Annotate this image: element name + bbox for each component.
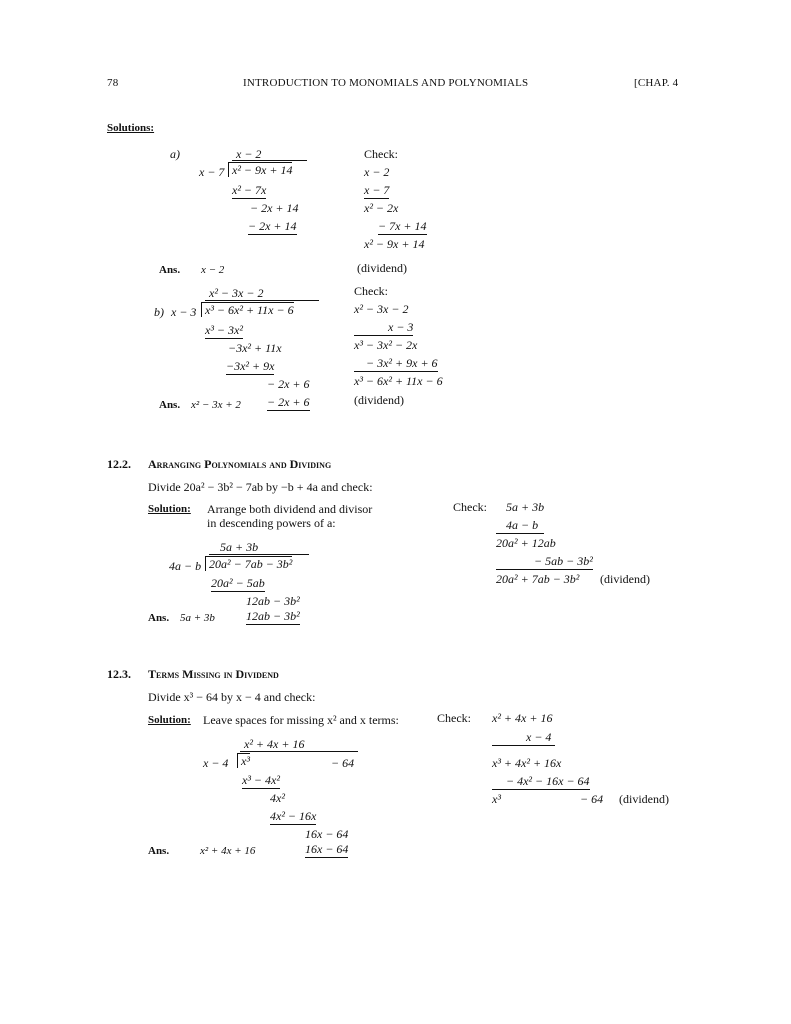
- part-b-check-label: Check:: [354, 284, 388, 298]
- part-a-check-line: x − 7: [364, 183, 390, 197]
- solutions-heading: Solutions:: [107, 122, 155, 134]
- part-a-quotient: x − 2: [236, 147, 262, 161]
- solution-text: Leave spaces for missing x² and x terms:: [203, 713, 399, 727]
- part-a-check-line: − 7x + 14: [378, 219, 427, 233]
- part-b-check-line: − 3x² + 9x + 6: [354, 356, 438, 372]
- step1: 20a² − 5ab: [211, 576, 265, 590]
- part-a-step1: x² − 7x: [232, 183, 267, 197]
- remainder: 16x − 64: [305, 827, 349, 841]
- part-a-step2: − 2x + 14: [248, 219, 297, 233]
- check-line: 5a + 3b: [506, 500, 545, 514]
- part-a-check-label: Check:: [364, 147, 398, 161]
- dividend-tail: − 64: [331, 756, 355, 770]
- check-line: 20a² + 7ab − 3b²: [496, 572, 580, 586]
- part-a-check-line: x² − 9x + 14: [364, 237, 425, 251]
- check-line: − 5ab − 3b²: [496, 554, 593, 570]
- division-bar: [240, 751, 358, 752]
- divisor: 4a − b: [169, 559, 202, 573]
- part-a-label: a): [170, 147, 180, 161]
- division-bar: [209, 554, 309, 555]
- part-a-division-bar: [232, 160, 307, 161]
- step1: x³ − 4x²: [242, 773, 280, 787]
- dividend-note: (dividend): [600, 572, 650, 586]
- part-a-check-line: x − 2: [364, 165, 390, 179]
- check-line: x − 4: [492, 730, 555, 746]
- check-line: x³: [492, 792, 501, 806]
- part-b-step2: −3x² + 9x: [226, 359, 275, 373]
- dividend-lead: x³: [237, 753, 250, 768]
- part-b-dividend-note: (dividend): [354, 393, 404, 407]
- part-a-remainder: − 2x + 14: [250, 201, 299, 215]
- check-line: − 4x² − 16x − 64: [492, 774, 590, 790]
- page-number: 78: [107, 77, 119, 89]
- part-b-quotient: x² − 3x − 2: [209, 286, 264, 300]
- solution-text: Arrange both dividend and divisor: [207, 502, 373, 516]
- part-b-dividend: x³ − 6x² + 11x − 6: [201, 302, 294, 317]
- quotient: 5a + 3b: [220, 540, 259, 554]
- step2: 12ab − 3b²: [246, 609, 300, 623]
- part-b-step1: x³ − 3x²: [205, 323, 243, 337]
- problem-statement: Divide 20a² − 3b² − 7ab by −b + 4a and check:: [148, 480, 373, 494]
- part-b-rem1: −3x² + 11x: [228, 341, 282, 355]
- check-line: − 64: [580, 792, 604, 806]
- check-line: x³ + 4x² + 16x: [492, 756, 562, 770]
- part-a-ans-value: x − 2: [201, 264, 225, 276]
- part-b-ans-value: x² − 3x + 2: [191, 399, 241, 411]
- quotient: x² + 4x + 16: [244, 737, 305, 751]
- problem-statement: Divide x³ − 64 by x − 4 and check:: [148, 690, 316, 704]
- remainder: 12ab − 3b²: [246, 594, 300, 608]
- part-a-dividend: x² − 9x + 14: [228, 162, 292, 177]
- part-a-check-line: x² − 2x: [364, 201, 399, 215]
- solution-label: Solution:: [148, 714, 191, 726]
- check-line: 4a − b: [496, 518, 544, 534]
- check-line: 20a² + 12ab: [496, 536, 556, 550]
- part-a-divisor: x − 7: [199, 165, 225, 179]
- part-b-check-line: x − 3: [354, 320, 413, 336]
- ans-value: x² + 4x + 16: [200, 845, 256, 857]
- check-label: Check:: [453, 500, 487, 514]
- solution-text: in descending powers of a:: [207, 516, 336, 530]
- part-a-dividend-note: (dividend): [357, 261, 407, 275]
- check-line: x² + 4x + 16: [492, 711, 553, 725]
- ans-label: Ans.: [148, 612, 170, 624]
- part-b-ans-label: Ans.: [159, 399, 181, 411]
- part-b-check-line: x³ − 6x² + 11x − 6: [354, 374, 443, 388]
- section-title: Terms Missing in Dividend: [148, 667, 279, 681]
- remainder: 4x²: [270, 791, 285, 805]
- dividend: 20a² − 7ab − 3b²: [205, 556, 292, 571]
- divisor: x − 4: [203, 756, 229, 770]
- part-b-step3: − 2x + 6: [267, 395, 310, 409]
- chapter-label: [CHAP. 4: [634, 77, 679, 89]
- section-number: 12.3.: [107, 667, 131, 681]
- part-b-check-line: x² − 3x − 2: [354, 302, 409, 316]
- step3: 16x − 64: [305, 842, 349, 856]
- part-b-rem2: − 2x + 6: [267, 377, 310, 391]
- dividend-note: (dividend): [619, 792, 669, 806]
- part-b-check-line: x³ − 3x² − 2x: [354, 338, 418, 352]
- ans-label: Ans.: [148, 845, 170, 857]
- section-number: 12.2.: [107, 457, 131, 471]
- solution-label: Solution:: [148, 503, 191, 515]
- running-title: INTRODUCTION TO MONOMIALS AND POLYNOMIALS: [243, 77, 529, 89]
- section-title: Arranging Polynomials and Dividing: [148, 457, 332, 471]
- ans-value: 5a + 3b: [180, 612, 215, 624]
- part-b-divisor: x − 3: [171, 305, 197, 319]
- part-b-division-bar: [205, 300, 319, 301]
- part-a-ans-label: Ans.: [159, 264, 181, 276]
- check-label: Check:: [437, 711, 471, 725]
- part-b-label: b): [154, 305, 164, 319]
- step2: 4x² − 16x: [270, 809, 317, 823]
